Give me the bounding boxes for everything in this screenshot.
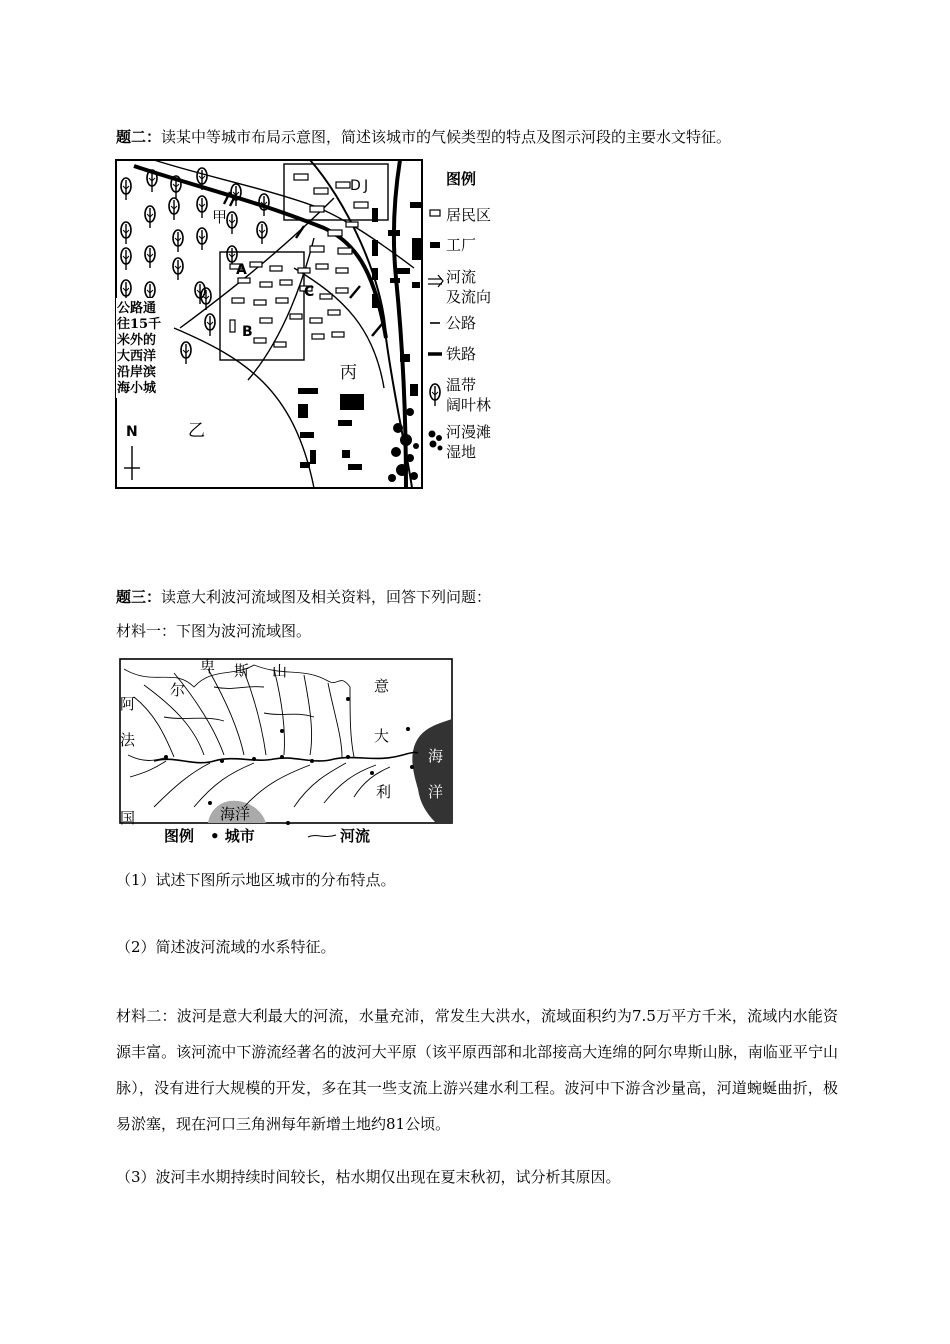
wetland-icon bbox=[429, 431, 443, 451]
po-river-basin-map bbox=[114, 657, 454, 851]
label-sea-south: 海洋 bbox=[220, 805, 251, 823]
svg-text:大西洋: 大西洋 bbox=[117, 349, 157, 364]
q3-heading: 题三： bbox=[116, 588, 162, 606]
svg-text:及流向: 及流向 bbox=[446, 288, 492, 306]
north-label: N bbox=[126, 424, 138, 440]
q2-text: 读某中等城市布局示意图，简述该城市的气候类型的特点及图示河段的主要水文特征。 bbox=[161, 128, 732, 146]
legend-river: 河流 bbox=[340, 827, 371, 845]
svg-text:米外的: 米外的 bbox=[117, 333, 157, 348]
label-france-1: 阿 bbox=[120, 695, 136, 713]
label-j: J bbox=[364, 178, 369, 194]
svg-text:沿岸滨: 沿岸滨 bbox=[117, 365, 157, 380]
label-a: A bbox=[236, 262, 247, 278]
label-italy-2: 大 bbox=[374, 727, 390, 745]
label-france-2: 法 bbox=[120, 731, 136, 749]
svg-text:居民区: 居民区 bbox=[446, 206, 492, 224]
label-sea-east-2: 洋 bbox=[428, 783, 444, 801]
label-b: B bbox=[242, 324, 253, 340]
svg-text:河流: 河流 bbox=[446, 268, 477, 286]
label-d: D bbox=[350, 178, 361, 194]
q2-heading: 题二： bbox=[116, 128, 162, 146]
forest-icon bbox=[430, 384, 440, 406]
label-bing: 丙 bbox=[340, 363, 357, 383]
svg-text:公路通: 公路通 bbox=[117, 301, 157, 316]
q3-question bbox=[116, 587, 491, 607]
svg-text:海小城: 海小城 bbox=[117, 381, 157, 396]
map-legend bbox=[428, 170, 491, 461]
factory-icon bbox=[430, 242, 440, 248]
label-er: 尔 bbox=[170, 681, 186, 699]
q2-question bbox=[116, 127, 731, 147]
city-layout-map bbox=[114, 158, 514, 492]
label-alps-3: 山 bbox=[272, 662, 288, 680]
svg-text:公路: 公路 bbox=[446, 314, 477, 332]
river-flow-icon bbox=[428, 275, 443, 287]
basin-legend-title: 图例 bbox=[164, 827, 195, 845]
svg-text:阔叶林: 阔叶林 bbox=[446, 396, 492, 414]
label-italy-3: 利 bbox=[376, 783, 392, 801]
svg-text:铁路: 铁路 bbox=[446, 345, 477, 363]
label-yi: 乙 bbox=[188, 421, 205, 441]
residential-icon bbox=[430, 210, 440, 216]
river-legend-icon bbox=[308, 835, 336, 837]
material-two: 材料二：波河是意大利最大的河流，水量充沛，常发生大洪水，流域面积约为7.5万平方千米，流域内水能资源丰富。该河流中下游流经著名的波河大平原（该平原西部和北部接高大连绵的阿尔卑斯山脉，南临亚平宁山脉），没有进行大规模的开发，多在其一些支流上游兴建水利工程。波河中下游含沙量高，河道蜿蜒曲折，极易淤塞，现在河口三角洲每年新增土地约81公顷。 bbox=[116, 1007, 838, 1133]
question-2: （2）简述波河流域的水系特征。 bbox=[116, 938, 336, 956]
basin-legend bbox=[164, 827, 370, 845]
label-sea-east-1: 海 bbox=[428, 747, 444, 765]
question-3: （3）波河丰水期持续时间较长，枯水期仅出现在夏末秋初，试分析其原因。 bbox=[116, 1168, 621, 1186]
label-alps-1: 卑 bbox=[200, 658, 216, 676]
legend-city: • 城市 bbox=[210, 827, 255, 845]
label-france-3: 国 bbox=[120, 809, 136, 827]
svg-text:往15千: 往15千 bbox=[117, 317, 162, 332]
legend-title: 图例 bbox=[446, 170, 477, 188]
material-one: 材料一：下图为波河流域图。 bbox=[116, 622, 312, 640]
road-note bbox=[116, 298, 164, 398]
svg-text:河漫滩: 河漫滩 bbox=[446, 423, 492, 441]
svg-text:工厂: 工厂 bbox=[446, 236, 477, 254]
label-jia: 甲 bbox=[212, 208, 228, 226]
label-c: C bbox=[304, 284, 315, 300]
q3-text: 读意大利波河流域图及相关资料，回答下列问题： bbox=[161, 588, 492, 606]
svg-text:湿地: 湿地 bbox=[446, 443, 477, 461]
label-italy-1: 意 bbox=[374, 677, 390, 695]
svg-text:温带: 温带 bbox=[446, 376, 477, 394]
question-1: （1）试述下图所示地区城市的分布特点。 bbox=[116, 871, 396, 889]
label-alps-2: 斯 bbox=[234, 662, 250, 680]
